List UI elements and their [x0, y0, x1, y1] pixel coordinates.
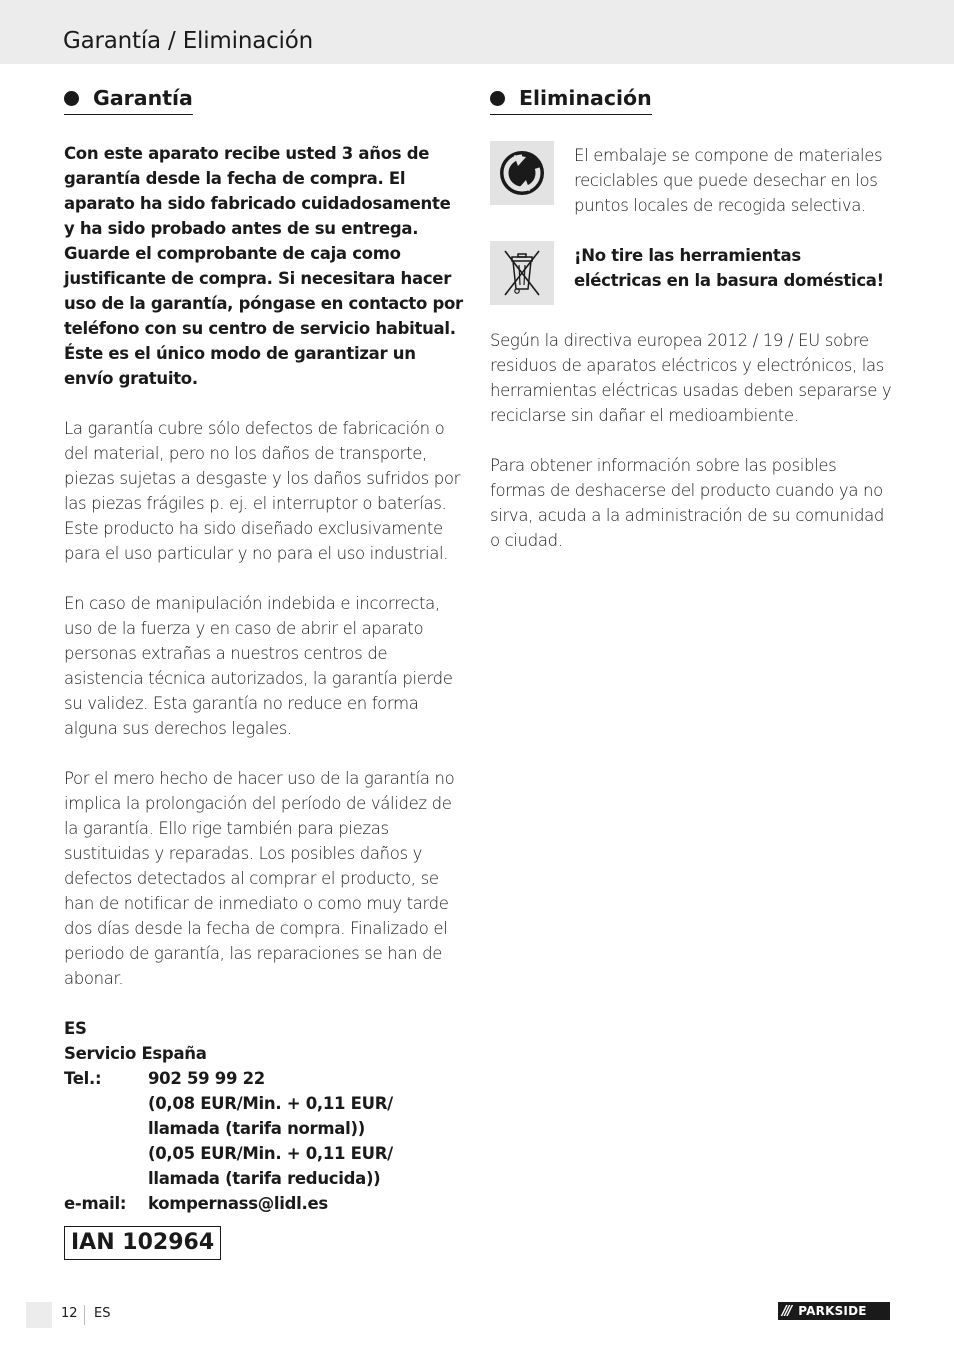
email-label: e-mail:: [64, 1194, 127, 1213]
disposal-heading-text: Eliminación: [519, 86, 652, 110]
contact-country: ES: [64, 1019, 87, 1038]
rate-spacer: [64, 1166, 148, 1191]
ian-box: IAN 102964: [64, 1226, 221, 1260]
disposal-para-1: Según la directiva europea 2012 / 19 / EU sobre residuos de aparatos eléctricos y electrónicos, las herramientas eléctricas usadas deben separarse y reciclarse sin dañar el medioambiente.: [490, 331, 892, 425]
page-title: Garantía / Eliminación: [63, 28, 313, 54]
rate-spacer: [64, 1141, 148, 1166]
disposal-heading: [490, 84, 652, 115]
warranty-para-1: La garantía cubre sólo defectos de fabricación o del material, pero no los daños de transporte, piezas sujetas a desgaste y los daños sufridos por las piezas frágiles p. ej. el interruptor o baterías. Este producto ha sido diseñado exclusivamente para el uso particular y no para el uso industrial.: [64, 419, 461, 563]
contact-email-row: [64, 1191, 466, 1216]
rate-reduced-line-1: (0,05 EUR/Min. + 0,11 EUR/: [148, 1144, 393, 1163]
brand-name: PARKSIDE: [798, 1304, 867, 1318]
tel-value: 902 59 99 22: [148, 1069, 265, 1088]
page-number: 12: [61, 1306, 78, 1321]
disposal-section: [490, 84, 892, 553]
crossed-out-bin-icon: [490, 241, 554, 305]
weee-warning: ¡No tire las herramientas eléctricas en la basura doméstica!: [574, 246, 884, 290]
rate-row: [64, 1141, 466, 1166]
rate-normal-line-2: llamada (tarifa normal)): [148, 1119, 365, 1138]
rate-row: [64, 1116, 466, 1141]
packaging-row: [490, 141, 892, 218]
warranty-section: [64, 84, 466, 1260]
rate-row: [64, 1166, 466, 1191]
green-dot-recycling-icon: [490, 141, 554, 205]
email-value: kompernass@lidl.es: [148, 1194, 328, 1213]
disposal-para-2: Para obtener información sobre las posibles formas de deshacerse del producto cuando ya no sirva, acuda a la administración de su comunidad o ciudad.: [490, 456, 884, 550]
service-contact: [64, 1016, 466, 1216]
warranty-heading-text: Garantía: [93, 86, 193, 110]
tel-label: Tel.:: [64, 1069, 102, 1088]
contact-service: Servicio España: [64, 1044, 207, 1063]
warranty-intro: Con este aparato recibe usted 3 años de garantía desde la fecha de compra. El aparato ha sido fabricado cuidadosamente y ha sido probado antes de su entrega. Guarde el comprobante de caja como justificante de compra. Si necesitara hacer uso de la garantía, póngase en contacto por teléfono con su centro de servicio habitual. Éste es el único modo de garantizar un envío gratuito.: [64, 144, 463, 388]
warranty-heading: [64, 84, 193, 115]
brand-logo: [778, 1302, 890, 1320]
packaging-text: El embalaje se compone de materiales reciclables que puede desechar en los puntos locales de recogida selectiva.: [574, 146, 883, 215]
rate-reduced-line-2: llamada (tarifa reducida)): [148, 1169, 381, 1188]
weee-row: [490, 241, 892, 305]
warranty-para-3: Por el mero hecho de hacer uso de la garantía no implica la prolongación del período de válidez de la garantía. Ello rige también para piezas sustituidas y reparadas. Los posibles daños y defectos detectados al comprar el producto, se han de notificar de inmediato o como muy tarde dos días desde la fecha de compra. Finalizado el periodo de garantía, las reparaciones se han de abonar.: [64, 769, 455, 988]
contact-tel-row: [64, 1066, 466, 1091]
warranty-para-2: En caso de manipulación indebida e incorrecta, uso de la fuerza y en caso de abrir el aparato personas extrañas a nuestros centros de asistencia técnica autorizados, la garantía pierde su validez. Esta garantía no reduce en forma alguna sus derechos legales.: [64, 594, 453, 738]
footer-marker: [26, 1302, 52, 1328]
language-code: ES: [94, 1306, 111, 1321]
bullet-icon: [490, 91, 505, 106]
logo-stripes-icon: ///: [782, 1303, 791, 1319]
rate-row: [64, 1091, 466, 1116]
bullet-icon: [64, 91, 79, 106]
rate-spacer: [64, 1116, 148, 1141]
footer-divider: [84, 1305, 85, 1325]
rate-normal-line-1: (0,08 EUR/Min. + 0,11 EUR/: [148, 1094, 393, 1113]
rate-spacer: [64, 1091, 148, 1116]
